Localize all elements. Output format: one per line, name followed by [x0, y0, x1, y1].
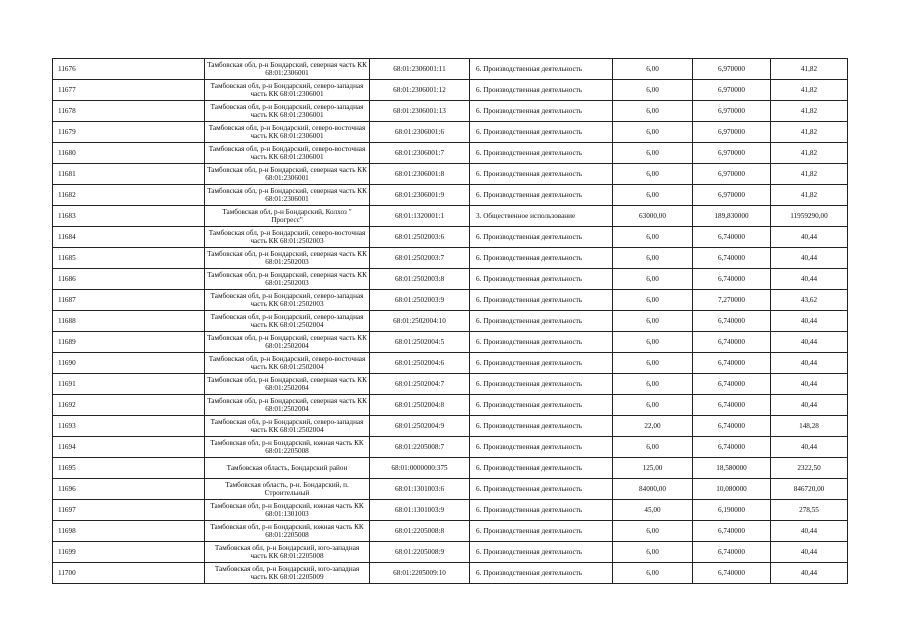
row-number: 11692	[53, 395, 205, 416]
cadastral-number-cell: 68:01:0000000:375	[370, 458, 470, 479]
rate-cell: 6,970000	[693, 185, 771, 206]
land-use-cell: 6. Производственная деятельность	[470, 311, 613, 332]
area-cell: 45,00	[613, 500, 693, 521]
rate-cell: 6,970000	[693, 164, 771, 185]
land-use-cell: 6. Производственная деятельность	[470, 458, 613, 479]
value-cell: 148,28	[771, 416, 848, 437]
table-row	[53, 227, 848, 248]
row-number: 11677	[53, 80, 205, 101]
row-number: 11698	[53, 521, 205, 542]
table-row	[53, 542, 848, 563]
cadastral-number-cell: 68:01:2502004:7	[370, 374, 470, 395]
value-cell: 40,44	[771, 437, 848, 458]
table-body	[53, 59, 848, 584]
row-number: 11697	[53, 500, 205, 521]
area-cell: 6,00	[613, 437, 693, 458]
table-row	[53, 479, 848, 500]
table-row	[53, 395, 848, 416]
address-cell: Тамбовская обл, р-н Бондарский, северо-западная часть КК 68:01:2306001	[205, 101, 370, 122]
address-cell: Тамбовская обл, р-н Бондарский, северная часть КК 68:01:2306001	[205, 185, 370, 206]
address-cell: Тамбовская область, Бондарский район	[205, 458, 370, 479]
area-cell: 6,00	[613, 311, 693, 332]
address-cell: Тамбовская обл, р-н Бондарский, северо-западная часть КК 68:01:2502003	[205, 290, 370, 311]
row-number: 11682	[53, 185, 205, 206]
table-row	[53, 521, 848, 542]
table-row	[53, 416, 848, 437]
area-cell: 6,00	[613, 290, 693, 311]
address-cell: Тамбовская обл, р-н Бондарский, северо-восточная часть КК 68:01:2306001	[205, 143, 370, 164]
rate-cell: 6,740000	[693, 542, 771, 563]
row-number: 11696	[53, 479, 205, 500]
rate-cell: 6,740000	[693, 332, 771, 353]
area-cell: 22,00	[613, 416, 693, 437]
cadastral-number-cell: 68:01:2306001:7	[370, 143, 470, 164]
cadastral-number-cell: 68:01:2502003:7	[370, 248, 470, 269]
address-cell: Тамбовская обл, р-н Бондарский, северная часть КК 68:01:2306001	[205, 59, 370, 80]
cadastral-number-cell: 68:01:2502004:10	[370, 311, 470, 332]
table-row	[53, 80, 848, 101]
table-row	[53, 164, 848, 185]
table-row	[53, 437, 848, 458]
table-row	[53, 563, 848, 584]
area-cell: 6,00	[613, 143, 693, 164]
address-cell: Тамбовская обл, р-н Бондарский, южная часть КК 68:01:1301003	[205, 500, 370, 521]
address-cell: Тамбовская обл, р-н Бондарский, северо-западная часть КК 68:01:2502004	[205, 311, 370, 332]
rate-cell: 6,740000	[693, 353, 771, 374]
row-number: 11686	[53, 269, 205, 290]
area-cell: 6,00	[613, 80, 693, 101]
land-use-cell: 6. Производственная деятельность	[470, 143, 613, 164]
land-use-cell: 3. Общественное использование	[470, 206, 613, 227]
address-cell: Тамбовская обл, р-н Бондарский, северная часть КК 68:01:2502003	[205, 269, 370, 290]
address-cell: Тамбовская обл, р-н Бондарский, северо-восточная часть КК 68:01:2502003	[205, 227, 370, 248]
rate-cell: 6,740000	[693, 521, 771, 542]
cadastral-number-cell: 68:01:2502004:5	[370, 332, 470, 353]
cadastral-number-cell: 68:01:2205008:9	[370, 542, 470, 563]
table-row	[53, 101, 848, 122]
area-cell: 6,00	[613, 185, 693, 206]
cadastral-number-cell: 68:01:2306001:8	[370, 164, 470, 185]
rate-cell: 18,580000	[693, 458, 771, 479]
cadastral-number-cell: 68:01:2205008:7	[370, 437, 470, 458]
cadastral-number-cell: 68:01:1320001:1	[370, 206, 470, 227]
table-row	[53, 500, 848, 521]
value-cell: 41,82	[771, 59, 848, 80]
rate-cell: 6,740000	[693, 269, 771, 290]
address-cell: Тамбовская обл, р-н Бондарский, северо-западная часть КК 68:01:2502004	[205, 416, 370, 437]
row-number: 11689	[53, 332, 205, 353]
value-cell: 41,82	[771, 143, 848, 164]
area-cell: 6,00	[613, 59, 693, 80]
cadastral-number-cell: 68:01:1301003:6	[370, 479, 470, 500]
rate-cell: 7,270000	[693, 290, 771, 311]
value-cell: 2322,50	[771, 458, 848, 479]
rate-cell: 6,970000	[693, 80, 771, 101]
land-use-cell: 6. Производственная деятельность	[470, 227, 613, 248]
cadastral-number-cell: 68:01:2502003:8	[370, 269, 470, 290]
row-number: 11699	[53, 542, 205, 563]
land-use-cell: 6. Производственная деятельность	[470, 101, 613, 122]
address-cell: Тамбовская обл, р-н Бондарский, северная часть КК 68:01:2502004	[205, 374, 370, 395]
area-cell: 6,00	[613, 332, 693, 353]
area-cell: 6,00	[613, 353, 693, 374]
row-number: 11693	[53, 416, 205, 437]
rate-cell: 6,970000	[693, 122, 771, 143]
rate-cell: 6,740000	[693, 374, 771, 395]
land-use-cell: 6. Производственная деятельность	[470, 80, 613, 101]
value-cell: 41,82	[771, 122, 848, 143]
land-use-cell: 6. Производственная деятельность	[470, 395, 613, 416]
land-use-cell: 6. Производственная деятельность	[470, 164, 613, 185]
table-row	[53, 269, 848, 290]
table-row	[53, 143, 848, 164]
value-cell: 41,82	[771, 164, 848, 185]
cadastral-number-cell: 68:01:2306001:13	[370, 101, 470, 122]
rate-cell: 6,740000	[693, 563, 771, 584]
value-cell: 40,44	[771, 542, 848, 563]
rate-cell: 6,970000	[693, 59, 771, 80]
rate-cell: 6,970000	[693, 143, 771, 164]
area-cell: 6,00	[613, 563, 693, 584]
land-use-cell: 6. Производственная деятельность	[470, 479, 613, 500]
table-row	[53, 458, 848, 479]
value-cell: 11959290,00	[771, 206, 848, 227]
land-use-cell: 6. Производственная деятельность	[470, 542, 613, 563]
table-row	[53, 290, 848, 311]
value-cell: 41,82	[771, 101, 848, 122]
value-cell: 40,44	[771, 521, 848, 542]
address-cell: Тамбовская обл, р-н Бондарский, северная часть КК 68:01:2502004	[205, 395, 370, 416]
cadastral-number-cell: 68:01:2502003:9	[370, 290, 470, 311]
area-cell: 6,00	[613, 374, 693, 395]
land-use-cell: 6. Производственная деятельность	[470, 59, 613, 80]
area-cell: 6,00	[613, 269, 693, 290]
value-cell: 40,44	[771, 374, 848, 395]
row-number: 11688	[53, 311, 205, 332]
cadastral-number-cell: 68:01:2502003:6	[370, 227, 470, 248]
value-cell: 41,82	[771, 80, 848, 101]
area-cell: 6,00	[613, 395, 693, 416]
row-number: 11680	[53, 143, 205, 164]
area-cell: 6,00	[613, 521, 693, 542]
land-use-cell: 6. Производственная деятельность	[470, 521, 613, 542]
area-cell: 6,00	[613, 248, 693, 269]
row-number: 11691	[53, 374, 205, 395]
address-cell: Тамбовская обл, р-н Бондарский, юго-западная часть КК 68:01:2205009	[205, 563, 370, 584]
area-cell: 6,00	[613, 122, 693, 143]
table-row	[53, 185, 848, 206]
address-cell: Тамбовская обл, р-н Бондарский, северная часть КК 68:01:2502004	[205, 332, 370, 353]
cadastral-number-cell: 68:01:2502004:8	[370, 395, 470, 416]
land-use-cell: 6. Производственная деятельность	[470, 185, 613, 206]
table-row	[53, 206, 848, 227]
value-cell: 40,44	[771, 311, 848, 332]
rate-cell: 6,740000	[693, 311, 771, 332]
value-cell: 40,44	[771, 332, 848, 353]
rate-cell: 6,970000	[693, 101, 771, 122]
rate-cell: 6,740000	[693, 437, 771, 458]
table-row	[53, 332, 848, 353]
area-cell: 63000,00	[613, 206, 693, 227]
table-row	[53, 311, 848, 332]
table-row	[53, 248, 848, 269]
land-use-cell: 6. Производственная деятельность	[470, 290, 613, 311]
row-number: 11687	[53, 290, 205, 311]
land-use-cell: 6. Производственная деятельность	[470, 353, 613, 374]
land-use-cell: 6. Производственная деятельность	[470, 563, 613, 584]
value-cell: 41,82	[771, 185, 848, 206]
value-cell: 40,44	[771, 269, 848, 290]
row-number: 11683	[53, 206, 205, 227]
land-use-cell: 6. Производственная деятельность	[470, 374, 613, 395]
row-number: 11700	[53, 563, 205, 584]
row-number: 11684	[53, 227, 205, 248]
value-cell: 40,44	[771, 248, 848, 269]
row-number: 11676	[53, 59, 205, 80]
area-cell: 6,00	[613, 542, 693, 563]
cadastral-number-cell: 68:01:2306001:9	[370, 185, 470, 206]
row-number: 11678	[53, 101, 205, 122]
address-cell: Тамбовская обл, р-н Бондарский, северо-восточная часть КК 68:01:2306001	[205, 122, 370, 143]
value-cell: 40,44	[771, 353, 848, 374]
cadastral-number-cell: 68:01:2306001:11	[370, 59, 470, 80]
value-cell: 43,62	[771, 290, 848, 311]
rate-cell: 6,190000	[693, 500, 771, 521]
land-use-cell: 6. Производственная деятельность	[470, 437, 613, 458]
row-number: 11695	[53, 458, 205, 479]
cadastral-number-cell: 68:01:2502004:6	[370, 353, 470, 374]
address-cell: Тамбовская обл, р-н Бондарский, северо-восточная часть КК 68:01:2502004	[205, 353, 370, 374]
rate-cell: 10,080000	[693, 479, 771, 500]
land-use-cell: 6. Производственная деятельность	[470, 416, 613, 437]
area-cell: 84000,00	[613, 479, 693, 500]
cadastral-number-cell: 68:01:2306001:6	[370, 122, 470, 143]
cadastral-table	[52, 58, 848, 584]
value-cell: 40,44	[771, 563, 848, 584]
cadastral-number-cell: 68:01:2502004:9	[370, 416, 470, 437]
row-number: 11679	[53, 122, 205, 143]
table-row	[53, 122, 848, 143]
rate-cell: 6,740000	[693, 227, 771, 248]
land-use-cell: 6. Производственная деятельность	[470, 332, 613, 353]
rate-cell: 189,830000	[693, 206, 771, 227]
cadastral-number-cell: 68:01:2306001:12	[370, 80, 470, 101]
area-cell: 6,00	[613, 101, 693, 122]
area-cell: 6,00	[613, 164, 693, 185]
value-cell: 278,55	[771, 500, 848, 521]
cadastral-number-cell: 68:01:2205009:10	[370, 563, 470, 584]
area-cell: 125,00	[613, 458, 693, 479]
cadastral-number-cell: 68:01:2205008:8	[370, 521, 470, 542]
table-row	[53, 374, 848, 395]
row-number: 11694	[53, 437, 205, 458]
land-use-cell: 6. Производственная деятельность	[470, 500, 613, 521]
address-cell: Тамбовская обл, р-н Бондарский, северо-западная часть КК 68:01:2306001	[205, 80, 370, 101]
rate-cell: 6,740000	[693, 395, 771, 416]
address-cell: Тамбовская обл, р-н Бондарский, южная часть КК 68:01:2205008	[205, 521, 370, 542]
cadastral-number-cell: 68:01:1301003:9	[370, 500, 470, 521]
table-row	[53, 353, 848, 374]
table-row	[53, 59, 848, 80]
land-use-cell: 6. Производственная деятельность	[470, 269, 613, 290]
value-cell: 40,44	[771, 227, 848, 248]
land-use-cell: 6. Производственная деятельность	[470, 122, 613, 143]
area-cell: 6,00	[613, 227, 693, 248]
value-cell: 846720,00	[771, 479, 848, 500]
row-number: 11690	[53, 353, 205, 374]
row-number: 11681	[53, 164, 205, 185]
rate-cell: 6,740000	[693, 248, 771, 269]
value-cell: 40,44	[771, 395, 848, 416]
address-cell: Тамбовская обл, р-н Бондарский, северная часть КК 68:01:2306001	[205, 164, 370, 185]
land-use-cell: 6. Производственная деятельность	[470, 248, 613, 269]
address-cell: Тамбовская обл, р-н Бондарский, северная часть КК 68:01:2502003	[205, 248, 370, 269]
rate-cell: 6,740000	[693, 416, 771, 437]
address-cell: Тамбовская обл, р-н Бондарский, юго-западная часть КК 68:01:2205008	[205, 542, 370, 563]
row-number: 11685	[53, 248, 205, 269]
address-cell: Тамбовская область, р-н. Бондарский, п. Строительный	[205, 479, 370, 500]
address-cell: Тамбовская обл, р-н Бондарский, Колхоз " Прогресс"	[205, 206, 370, 227]
address-cell: Тамбовская обл, р-н Бондарский, южная часть КК 68:01:2205008	[205, 437, 370, 458]
